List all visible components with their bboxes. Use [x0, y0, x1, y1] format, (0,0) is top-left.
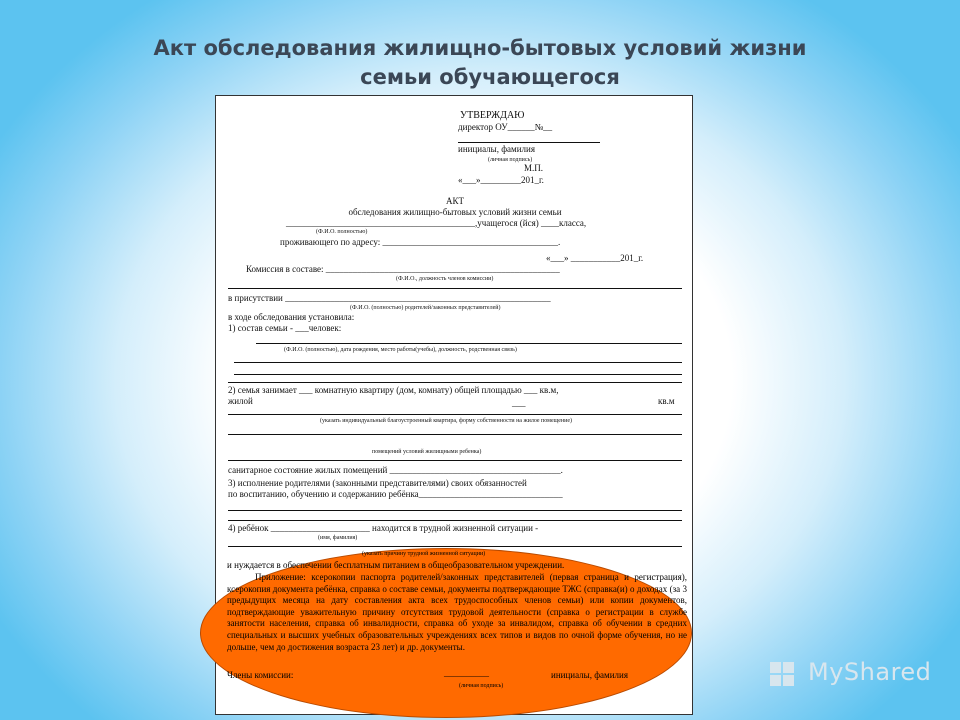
commission-line: Комиссия в составе: ____________________________________________________ [246, 264, 560, 274]
presence-line: в присутствии ___________________________________________________________ [228, 293, 551, 303]
housing-line-1: 2) семья занимает ___ комнатную квартиру (дом, комнату) общей площадью ___ кв.м, [228, 385, 559, 395]
approve-heading: УТВЕРЖДАЮ [460, 110, 525, 121]
logo-square-icon [783, 662, 794, 673]
approve-stamp: М.П. [524, 163, 544, 173]
date-line: «___» ___________201_г. [546, 253, 644, 263]
presence-hint: (Ф.И.О. (полностью) родителей/законных представителей) [350, 305, 501, 311]
rule [228, 520, 682, 521]
act-subheading: обследования жилищно-бытовых условий жизни семьи [348, 207, 562, 217]
approve-line [458, 142, 600, 143]
sanitary-line: санитарное состояние жилых помещений ______________________________________. [228, 465, 563, 475]
rule [234, 362, 682, 363]
finding-text: в ходе обследования установила: [228, 312, 355, 322]
meals-line: и нуждается в обеспечении бесплатным питанием в общеобразовательном учреждении. [227, 560, 565, 570]
slide-title-line-1: Акт обследования жилищно-бытовых условий жизни [153, 36, 807, 60]
rule [256, 343, 682, 344]
members-initials: инициалы, фамилия [551, 670, 628, 680]
logo-text: MyShared [808, 658, 932, 686]
housing-line-2-left: жилой [228, 396, 253, 406]
housing-hint: (указать индивидуальный благоустроенный квартира, форму собственности на жилое помещение) [320, 418, 572, 424]
logo-square-icon [770, 675, 781, 686]
rule [228, 510, 682, 511]
members-line: __________ [444, 668, 489, 678]
rule [228, 382, 682, 383]
duties-line-2: по воспитанию, обучению и содержанию ребёнка________________________________ [228, 489, 563, 499]
reason-hint: (указать причину трудной жизненной ситуации) [362, 551, 486, 557]
myshared-logo [768, 656, 932, 692]
members-label: Члены комиссии: [227, 670, 294, 680]
rule [228, 288, 682, 289]
logo-square-icon [770, 662, 781, 673]
rule [234, 374, 682, 375]
approve-signature-hint: (личная подпись) [488, 157, 533, 163]
commission-hint: (Ф.И.О., должность членов комиссии) [396, 276, 494, 282]
address-line: проживающего по адресу: _______________________________________. [280, 237, 561, 247]
slide-title [0, 34, 960, 92]
logo-square-icon [783, 675, 794, 686]
student-hint: (Ф.И.О. полностью) [316, 229, 368, 235]
approve-initials: инициалы, фамилия [458, 144, 535, 154]
approve-director: директор ОУ______№__ [458, 122, 553, 132]
members-hint: (личная подпись) [459, 683, 504, 689]
child-line: 4) ребёнок ______________________ находится в трудной жизненной ситуации - [228, 523, 539, 533]
family-hint: (Ф.И.О. (полностью), дата рождения, место работы(учебы), должность, родственная связь) [284, 347, 517, 353]
housing-line-2-mid: ___ [512, 398, 526, 408]
conditions-hint: помещений условий жилищными ребенка) [372, 449, 482, 455]
rule [228, 434, 682, 435]
appendix-text: Приложение: ксерокопии паспорта родителей/законных представителей (первая страница и регистрация), ксерокопия документа ребёнка, справка о составе семьи, документы подтверждающие ТЖС (справка(и) о доходах (за 3 предыдущих месяца на дату составления акта всех трудоспособных членов семьи) или копии документов, подтверждающие уважительную причину отсутствия трудовой деятельности (справка о регистрации в службе занятости населения, справка об инвалидности, справка об уходе за инвалидом, справка об обучении в средних специальных и высших учебных образовательных учреждениях всех типов и видов по очной форме обучения, но не дольше, чем до достижения возраста 23 лет) и др. документы. [227, 572, 687, 652]
family-line: 1) состав семьи - ___человек: [228, 323, 342, 333]
child-hint: (имя, фамилия) [318, 535, 358, 541]
rule [228, 546, 682, 547]
approve-date: «___»_________201_г. [458, 175, 544, 185]
student-line: __________________________________________,учащегося (йся) ____класса, [286, 218, 587, 228]
duties-line-1: 3) исполнение родителями (законными представителями) своих обязанностей [228, 478, 527, 488]
rule [228, 460, 682, 461]
rule [228, 414, 682, 415]
act-heading: АКТ [446, 196, 464, 206]
slide-title-line-2: семьи обучающегося [360, 65, 620, 89]
housing-line-2-right: кв.м [658, 396, 675, 406]
